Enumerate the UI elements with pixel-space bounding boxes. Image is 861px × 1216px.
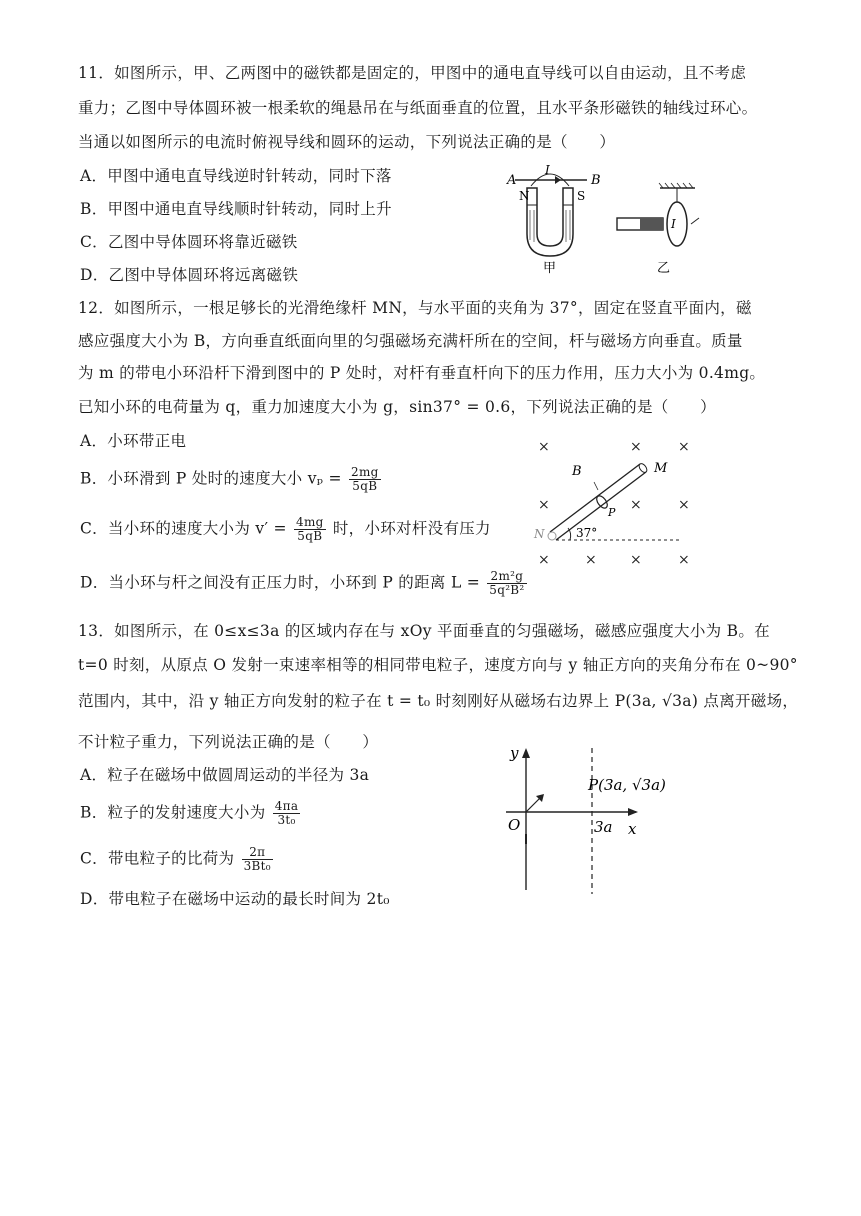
q13-stem-line3: 范围内，其中，沿 y 轴正方向发射的粒子在 t = t₀ 时刻刚好从磁场右边界上 P(3a, √3a) 点离开磁场， — [78, 692, 799, 710]
cross-5: × — [630, 497, 642, 513]
label-p: P — [608, 506, 616, 519]
q11-option-c: C．乙图中导体圆环将靠近磁铁 — [80, 233, 298, 251]
label-current-i: I — [545, 163, 550, 177]
q12-stem-line3: 为 m 的带电小环沿杆下滑到图中的 P 处时，对杆有垂直杆向下的压力作用，压力大小为 0.4mg。 — [78, 364, 766, 382]
q12-stem-line4: 已知小环的电荷量为 q，重力加速度大小为 g，sin37° = 0.6，下列说法正确的是（ ） — [78, 398, 716, 416]
q12-option-d — [80, 570, 529, 597]
caption-yi: 乙 — [657, 261, 671, 276]
q11-stem-line3: 当通以如图所示的电流时俯视导线和圆环的运动，下列说法正确的是（ ） — [78, 133, 616, 151]
label-ring-i: I — [671, 217, 676, 231]
label-a: A — [507, 173, 517, 188]
cross-8: × — [585, 552, 597, 568]
ring-setup-yi — [617, 183, 699, 246]
label-y: y — [510, 744, 519, 762]
q12-option-b — [80, 466, 383, 493]
q12-option-d-fraction: $\frac{\text{2m²g}}{\text{5q²B²}}$ — [489, 569, 525, 597]
q11-option-d: D．乙图中导体圆环将远离磁铁 — [80, 266, 299, 284]
u-magnet-jia — [527, 188, 573, 256]
cross-4: × — [538, 497, 550, 513]
q12-option-a: A．小环带正电 — [80, 432, 187, 450]
cross-6: × — [678, 497, 690, 513]
q13-stem-line4: 不计粒子重力，下列说法正确的是（ ） — [78, 733, 379, 751]
cross-9: × — [630, 552, 642, 568]
q13-option-b — [80, 800, 302, 827]
cross-1: × — [538, 439, 550, 455]
q12-figure — [530, 434, 710, 574]
cross-7: × — [538, 552, 550, 568]
q12-option-c-tail: 时，小环对杆没有压力 — [332, 519, 491, 538]
q12-option-b-text: B．小环滑到 P 处时的速度大小 vₚ = — [80, 469, 342, 488]
label-n: N — [519, 189, 530, 203]
q12-stem-line1: 12．如图所示，一根足够长的光滑绝缘杆 MN，与水平面的夹角为 37°，固定在竖直平面内，磁 — [78, 299, 752, 317]
q13-option-c-fraction: $\frac{2\pi}{\text{3Bt₀}}$ — [243, 845, 271, 873]
label-x: x — [628, 820, 637, 838]
q13-option-b-fraction: $\frac{4\pi a}{\text{3t₀}}$ — [274, 799, 299, 827]
label-b: B — [591, 173, 601, 188]
q13-stem-line2: t=0 时刻，从原点 O 发射一束速率相等的相同带电粒子，速度方向与 y 轴正方向的夹角分布在 0~90° — [78, 656, 798, 674]
cross-3: × — [678, 439, 690, 455]
caption-jia: 甲 — [543, 261, 557, 276]
q11-option-a: A．甲图中通电直导线逆时针转动，同时下落 — [80, 167, 392, 185]
q12-option-c-fraction: $\frac{4mg}{5qB}$ — [296, 515, 324, 543]
q13-figure — [496, 744, 696, 894]
q13-option-a: A．粒子在磁场中做圆周运动的半径为 3a — [80, 766, 370, 784]
label-3a: 3a — [594, 818, 613, 836]
q13-option-c — [80, 846, 275, 873]
q13-option-b-text: B．粒子的发射速度大小为 — [80, 803, 266, 822]
label-b: B — [572, 464, 582, 479]
q13-option-c-text: C．带电粒子的比荷为 — [80, 849, 235, 868]
q12-option-c — [80, 516, 491, 543]
label-n: N — [534, 527, 545, 541]
q13-option-d: D．带电粒子在磁场中运动的最长时间为 2t₀ — [80, 890, 390, 908]
q13-stem-line1: 13．如图所示，在 0≤x≤3a 的区域内存在与 xOy 平面垂直的匀强磁场，磁感应强度大小为 B。在 — [78, 622, 770, 640]
q11-stem-line2: 重力；乙图中导体圆环被一根柔软的绳悬吊在与纸面垂直的位置，且水平条形磁铁的轴线过环心。 — [78, 99, 758, 117]
cross-2: × — [630, 439, 642, 455]
label-origin: O — [508, 816, 521, 834]
q12-option-c-text: C．当小环的速度大小为 v′ = — [80, 519, 287, 538]
q11-stem-line1: 11．如图所示，甲、乙两图中的磁铁都是固定的，甲图中的通电直导线可以自由运动，且不考虑 — [78, 64, 747, 82]
q11-figure — [505, 160, 725, 280]
label-s: S — [577, 189, 586, 203]
label-angle: 37° — [576, 526, 598, 540]
q12-option-d-text: D．当小环与杆之间没有正压力时，小环到 P 的距离 L = — [80, 573, 481, 592]
cross-10: × — [678, 552, 690, 568]
q11-option-b: B．甲图中通电直导线顺时针转动，同时上升 — [80, 200, 392, 218]
q12-stem-line2: 感应强度大小为 B，方向垂直纸面向里的匀强磁场充满杆所在的空间，杆与磁场方向垂直。质量 — [78, 332, 743, 350]
label-m: M — [654, 461, 668, 476]
label-point-p: P(3a, √3a) — [588, 776, 666, 794]
q12-option-b-fraction: $\frac{2mg}{5qB}$ — [351, 465, 379, 493]
